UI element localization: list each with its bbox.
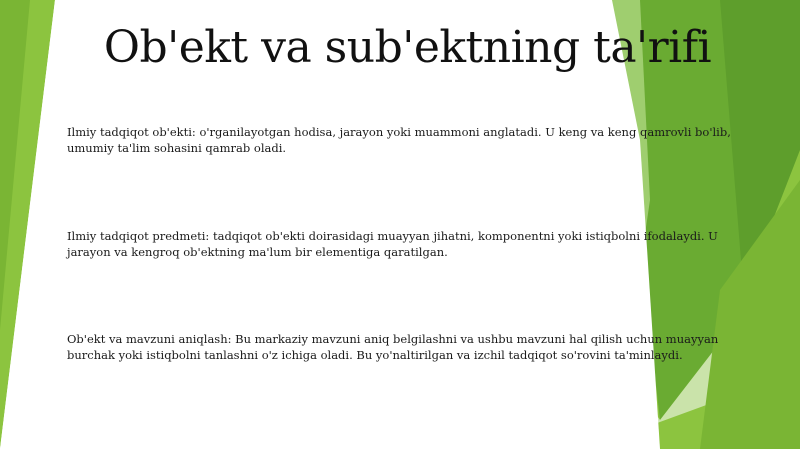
paragraph-subject-definition: Ilmiy tadqiqot predmeti: tadqiqot ob'ekti doirasidagi muayyan jihatni, komponentni yoki istiqbolni ifodalaydi. U jarayon va kengroq ob'ektning ma'lum bir elementiga qaratilgan.	[67, 229, 718, 259]
paragraph-object-definition: Ilmiy tadqiqot ob'ekti: o'rganilayotgan hodisa, jarayon yoki muammoni anglatadi. U keng va keng qamrovli bo'lib, umumiy ta'lim sohasini qamrab oladi.	[67, 125, 731, 155]
slide-title: Ob'ekt va sub'ektning ta'rifi	[103, 22, 712, 73]
paragraph-topic-identification: Ob'ekt va mavzuni aniqlash: Bu markaziy mavzuni aniq belgilashni va ushbu mavzuni hal qilish uchun muayyan burchak yoki istiqbolni tanlashni o'z ichiga oladi. Bu yo'naltirilgan va izchil tadqiqot so'rovini ta'minlaydi.	[67, 332, 719, 362]
